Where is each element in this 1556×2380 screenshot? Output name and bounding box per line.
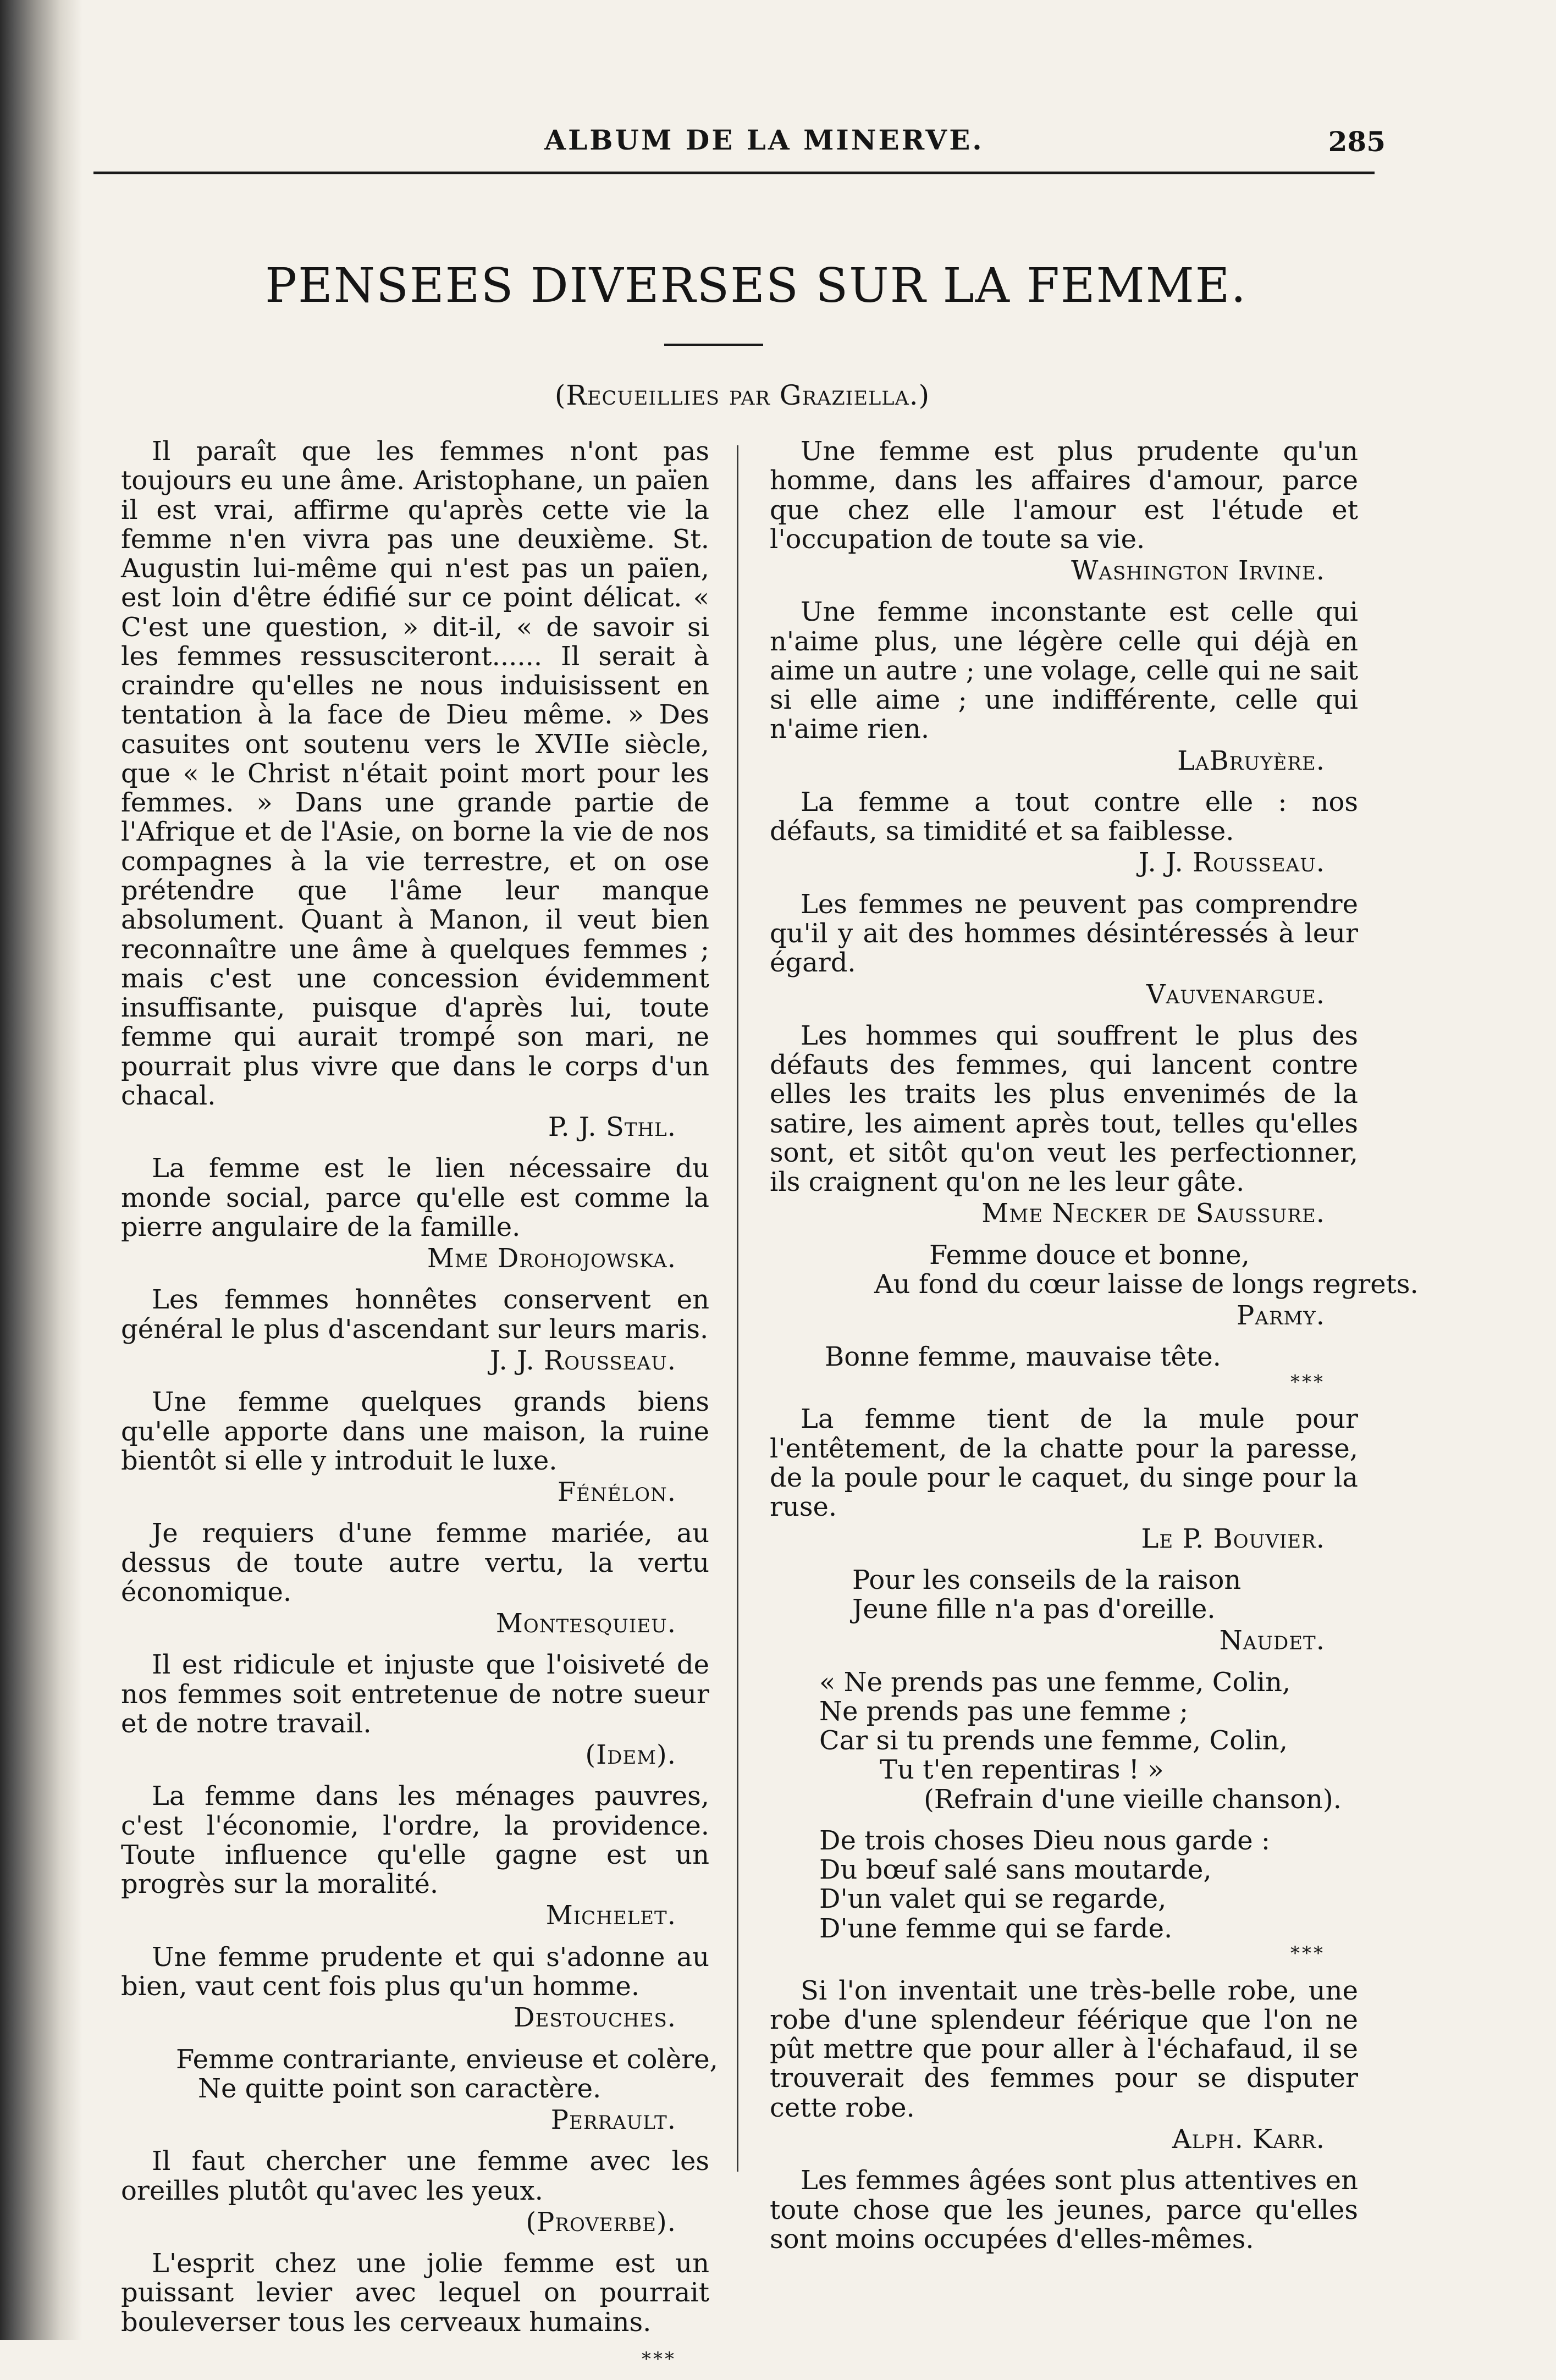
quote-text: Les hommes qui souffrent le plus des défauts des femmes, qui lancent contre elles les traits les plus envenimés de la satire, les aiment après tout, telles qu'elles sont, et sitôt qu'on veut les perfectionner, ils craignent qu'on ne les leur gâte. <box>770 1020 1358 1198</box>
quote-text: Si l'on inventait une très-belle robe, une robe d'une splendeur féérique que l'on ne pût mettre que pour aller à l'échafaud, il se trouverait des femmes pour se disputer cette robe. <box>770 1975 1358 2123</box>
quote-text: La femme tient de la mule pour l'entêtement, de la chatte pour la paresse, de la poule pour le caquet, du singe pour la ruse. <box>770 1404 1358 1523</box>
verse <box>874 1239 1419 1300</box>
verse-line: De trois choses Dieu nous garde : <box>819 1825 1271 1856</box>
quote <box>121 2147 709 2237</box>
quote <box>121 2249 709 2337</box>
right-column <box>770 436 1419 2266</box>
verse <box>825 1343 1358 1372</box>
quote <box>121 1519 709 1638</box>
quote-text: La femme a tout contre elle : nos défauts, sa timidité et sa faiblesse. <box>770 786 1358 847</box>
quote <box>770 437 1358 586</box>
verse-line: Ne quitte point son caractère. <box>198 2073 602 2104</box>
quote-text: La femme est le lien nécessaire du monde social, parce qu'elle est comme la pierre angulaire de la famille. <box>121 1153 709 1243</box>
quote-author: Destouches. <box>514 2002 676 2034</box>
quote-author: (Idem). <box>585 1740 676 1771</box>
separator-asterisks: *** <box>1290 1942 1325 1964</box>
quote-text: Il est ridicule et injuste que l'oisiveté de nos femmes soit entretenue de notre sueur et de notre travail. <box>121 1649 709 1739</box>
verse-line: Tu t'en repentiras ! » <box>880 1754 1164 1786</box>
verse-line: Du bœuf salé sans moutarde, <box>819 1854 1212 1886</box>
verse-line: Pour les conseils de la raison <box>852 1564 1242 1595</box>
verse-quote <box>770 1668 1358 1814</box>
quote-author: Mme Drohojowska. <box>427 1243 676 1274</box>
quote-text: Une femme quelques grands biens qu'elle apporte dans une maison, la ruine bientôt si elle y introduit le luxe. <box>121 1387 709 1476</box>
separator-asterisks: *** <box>642 2348 676 2370</box>
verse-quote <box>770 1239 1419 1332</box>
quote-author: Montesquieu. <box>495 1608 676 1639</box>
verse <box>819 1668 1358 1785</box>
verse-line: D'un valet qui se regarde, <box>819 1884 1167 1915</box>
quote-author: Fénélon. <box>557 1477 676 1508</box>
quote-author: Parmy. <box>1237 1300 1325 1332</box>
verse-line: Car si tu prends une femme, Colin, <box>819 1725 1288 1757</box>
quote-author: Washington Irvine. <box>1071 555 1325 587</box>
verse-line: Bonne femme, mauvaise tête. <box>825 1341 1221 1373</box>
quote <box>770 2166 1358 2254</box>
quote <box>121 1388 709 1507</box>
quote <box>770 890 1358 1009</box>
quote <box>770 598 1358 776</box>
column-divider <box>737 445 738 2172</box>
quote-author: Naudet. <box>1219 1625 1325 1656</box>
quote-author: Le P. Bouvier. <box>1141 1523 1325 1554</box>
quote-author: P. J. Sthl. <box>548 1112 676 1143</box>
verse-line: Femme contrariante, envieuse et colère, <box>176 2044 718 2075</box>
quote <box>121 1285 709 1376</box>
verse-quote <box>770 1343 1358 1393</box>
article-subtitle: (Recueillies par Graziella.) <box>554 379 930 411</box>
verse <box>819 1826 1358 1943</box>
verse-line: Femme douce et bonne, <box>929 1239 1250 1271</box>
quote-text: Les femmes ne peuvent pas comprendre qu'il y ait des hommes désintéressés à leur égard. <box>770 888 1358 979</box>
quote <box>121 437 709 1142</box>
quote-text: La femme dans les ménages pauvres, c'est l'économie, l'ordre, la providence. Toute influence qu'elle gagne est un progrès sur la moralité. <box>121 1781 709 1900</box>
quote <box>121 1650 709 1770</box>
quote-author: J. J. Rousseau. <box>489 1345 676 1376</box>
quote-text: Les femmes honnêtes conservent en général le plus d'ascendant sur leurs maris. <box>121 1284 709 1345</box>
quote <box>121 1154 709 1273</box>
quote-text: L'esprit chez une jolie femme est un puissant levier avec lequel on pourrait bouleverser tous les cerveaux humains. <box>121 2248 709 2338</box>
quote <box>770 788 1358 878</box>
quote <box>770 1405 1358 1553</box>
quote-author: (Proverbe). <box>526 2206 676 2238</box>
quote-text: Les femmes âgées sont plus attentives en toute chose que les jeunes, parce qu'elles sont moins occupées d'elles-mêmes. <box>770 2165 1358 2255</box>
running-head: ALBUM DE LA MINERVE. <box>544 124 984 156</box>
quote-author: Alph. Karr. <box>1172 2124 1325 2155</box>
quote-author: Michelet. <box>545 1900 676 1931</box>
page-number: 285 <box>1328 125 1386 158</box>
left-column <box>121 436 718 2380</box>
separator-asterisks: *** <box>1290 1371 1325 1393</box>
verse-line: Jeune fille n'a pas d'oreille. <box>852 1594 1216 1625</box>
quote-author: Mme Necker de Saussure. <box>981 1198 1325 1229</box>
quote-text: Je requiers d'une femme mariée, au dessus de toute autre vertu, la vertu économique. <box>121 1518 709 1608</box>
verse-line: Au fond du cœur laisse de longs regrets. <box>874 1268 1419 1300</box>
quote-text: Une femme prudente et qui s'adonne au bien, vaut cent fois plus qu'un homme. <box>121 1941 709 2002</box>
quote-author: J. J. Rousseau. <box>1138 847 1325 879</box>
header-rule <box>93 172 1375 174</box>
verse <box>852 1566 1358 1625</box>
quote-text: Il faut chercher une femme avec les oreilles plutôt qu'avec les yeux. <box>121 2146 709 2206</box>
article-title: PENSEES DIVERSES SUR LA FEMME. <box>265 258 1247 313</box>
book-binding-shadow <box>0 0 82 2340</box>
verse-quote <box>770 1566 1358 1656</box>
verse <box>176 2044 718 2104</box>
verse-line: « Ne prends pas une femme, Colin, <box>819 1666 1291 1698</box>
verse-line: Ne prends pas une femme ; <box>819 1696 1189 1727</box>
title-rule <box>664 344 763 346</box>
quote <box>770 1021 1358 1229</box>
quote-text: Une femme inconstante est celle qui n'aime plus, une légère celle qui déjà en aime un autre ; une volage, celle qui ne sait si elle aime ; une indifférente, celle qui n'aime rien. <box>770 597 1358 745</box>
quote <box>770 1976 1358 2155</box>
quote-author: (Refrain d'une vieille chanson). <box>924 1783 1342 1815</box>
quote-author: Perrault. <box>550 2105 676 2136</box>
quote-text: Il paraît que les femmes n'ont pas toujours eu une âme. Aristophane, un païen il est vrai, affirme qu'après cette vie la femme n'en vivra pas une deuxième. St. Augustin lui-même qui n'est pas un païen, est loin d'être édifié sur ce point délicat. « C'est une question, » dit-il, « de savoir si les femmes ressusciteront...... Il serait à craindre qu'elles ne nous induisissent en tentation à la face de Dieu même. » Des casuites ont soutenu vers le XVIIe siècle, que « le Christ n'était point mort pour les femmes. » Dans une grande partie de l'Afrique et de l'Asie, on borne la vie de nos compagnes à la vie terrestre, et on ose prétendre que l'âme leur manque absolument. Quant à Manon, il veut bien reconnaître une âme à quelques femmes ; mais c'est une concession évidemment insuffisante, puisque d'après lui, toute femme qui aurait trompé son mari, ne pourrait plus vivre que dans le corps d'un chacal. <box>121 436 709 1111</box>
quote-text: Une femme est plus prudente qu'un homme, dans les affaires d'amour, parce que chez elle l'amour est l'étude et l'occupation de toute sa vie. <box>770 436 1358 555</box>
verse-line: D'une femme qui se farde. <box>819 1913 1173 1944</box>
verse-quote <box>121 2044 718 2136</box>
quote <box>121 1782 709 1930</box>
quote-author: LaBruyère. <box>1177 745 1325 776</box>
verse-quote <box>770 1826 1358 1964</box>
quote <box>121 1943 709 2033</box>
quote-author: Vauvenargue. <box>1146 979 1325 1010</box>
